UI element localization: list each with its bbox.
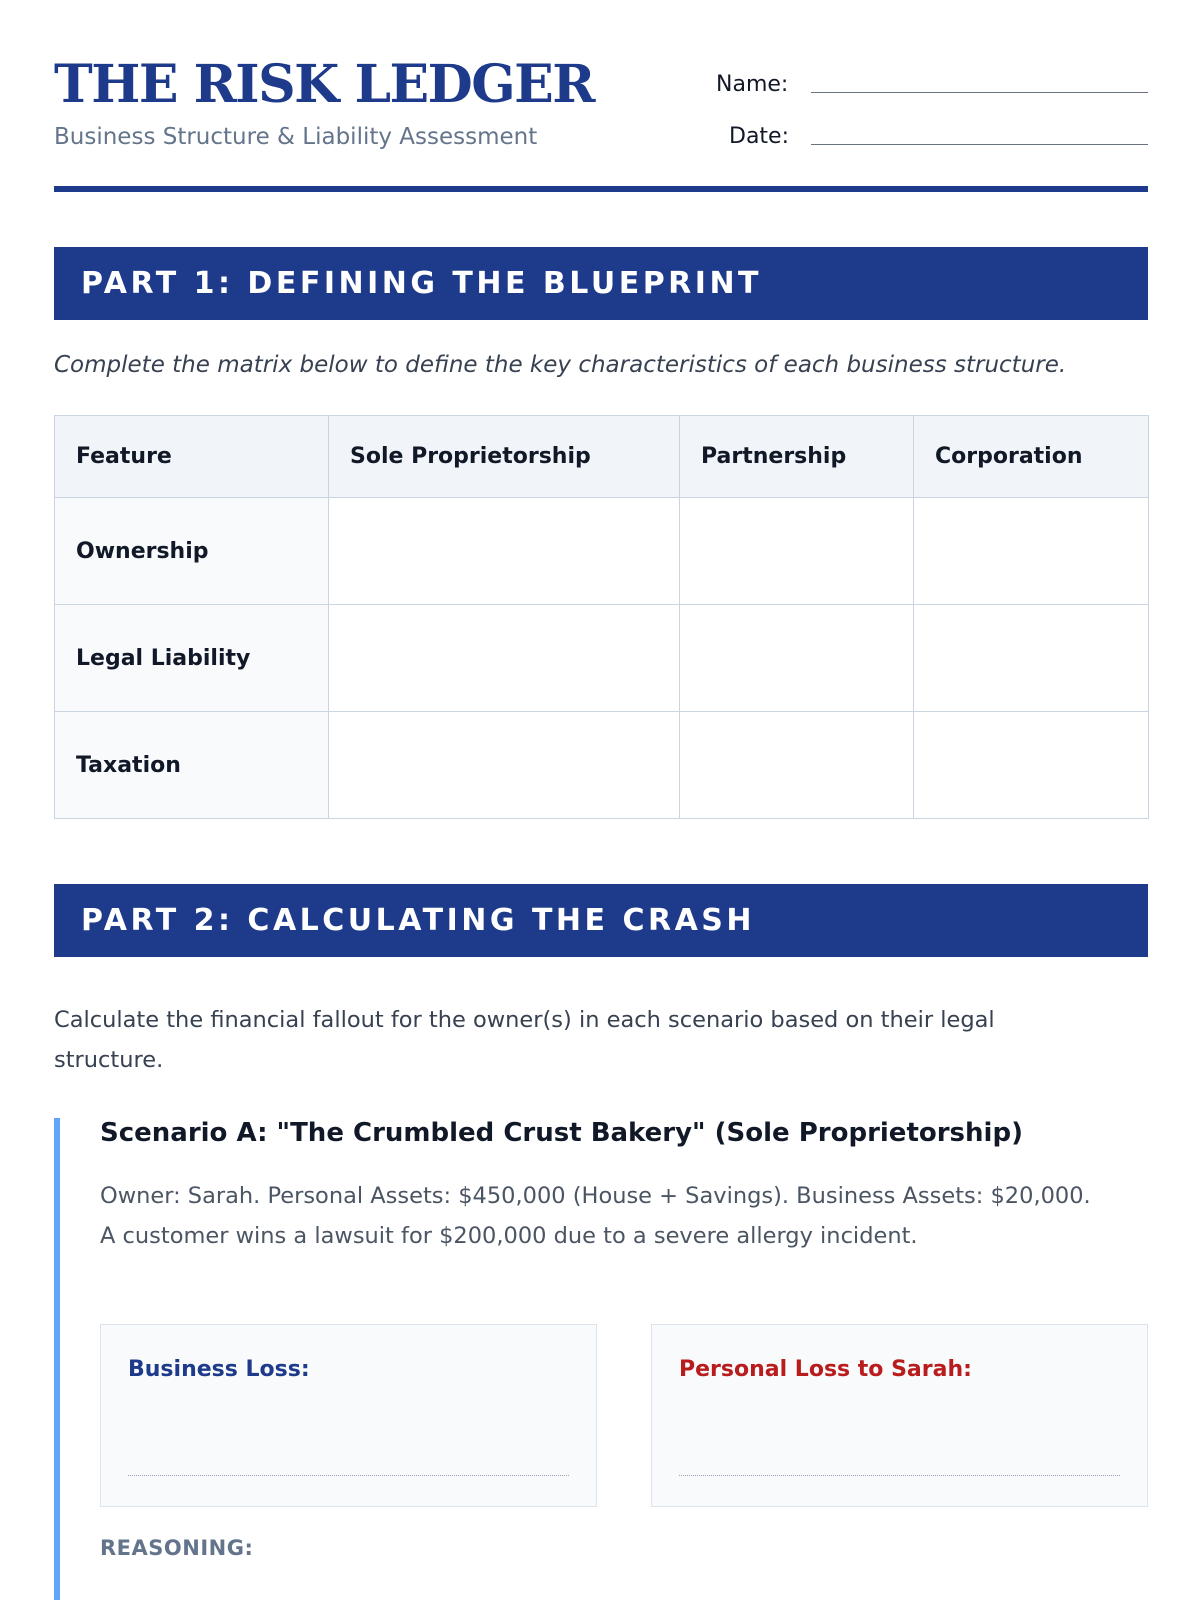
column-header-corporation: Corporation [914, 416, 1149, 498]
scenario-a-description [100, 1176, 1100, 1256]
reasoning-label: REASONING: [100, 1536, 254, 1560]
scenario-a-title: Scenario A: "The Crumbled Crust Bakery" (Sole Proprietorship) [100, 1118, 1023, 1148]
name-field[interactable] [811, 92, 1148, 93]
answer-cell[interactable] [329, 498, 680, 605]
header-divider [54, 186, 1148, 192]
answer-cell[interactable] [914, 498, 1149, 605]
structure-matrix [54, 415, 1149, 819]
business-loss-label: Business Loss: [128, 1357, 310, 1382]
business-loss-answer-line[interactable] [128, 1475, 569, 1476]
personal-loss-answer-line[interactable] [679, 1475, 1120, 1476]
personal-loss-box [651, 1324, 1148, 1507]
scenario-a [54, 1118, 1148, 1600]
column-header-feature: Feature [55, 416, 329, 498]
answer-cell[interactable] [914, 605, 1149, 712]
table-row [55, 605, 1149, 712]
page-title: THE RISK LEDGER [54, 54, 595, 115]
answer-cell[interactable] [680, 498, 914, 605]
part2-instructions: Calculate the financial fallout for the owner(s) in each scenario based on their legal structure. [54, 1007, 995, 1073]
answer-cell[interactable] [680, 605, 914, 712]
part1-heading: PART 1: DEFINING THE BLUEPRINT [81, 266, 763, 301]
personal-loss-label: Personal Loss to Sarah: [679, 1357, 972, 1382]
date-field[interactable] [811, 144, 1148, 145]
row-label-taxation: Taxation [55, 712, 329, 819]
business-loss-box [100, 1324, 597, 1507]
name-label: Name: [716, 72, 789, 97]
scenario-a-event: A customer wins a lawsuit for $200,000 due to a severe allergy incident. [100, 1223, 918, 1249]
scenario-a-details: Owner: Sarah. Personal Assets: $450,000 (House + Savings). Business Assets: $20,000. [100, 1183, 1091, 1209]
row-label-ownership: Ownership [55, 498, 329, 605]
part2-heading: PART 2: CALCULATING THE CRASH [81, 903, 756, 938]
part2-heading-bar [54, 884, 1148, 957]
part1-heading-bar [54, 247, 1148, 320]
header [54, 52, 1148, 192]
answer-cell[interactable] [329, 712, 680, 819]
table-row [55, 712, 1149, 819]
answer-cell[interactable] [680, 712, 914, 819]
column-header-partnership: Partnership [680, 416, 914, 498]
table-row [55, 498, 1149, 605]
part1-instructions: Complete the matrix below to define the key characteristics of each business structure. [54, 352, 1067, 378]
page-subtitle: Business Structure & Liability Assessment [54, 124, 538, 150]
answer-cell[interactable] [914, 712, 1149, 819]
matrix-header-row [55, 416, 1149, 498]
answer-cell[interactable] [329, 605, 680, 712]
date-label: Date: [729, 124, 789, 149]
row-label-legal-liability: Legal Liability [55, 605, 329, 712]
column-header-sole-proprietorship: Sole Proprietorship [329, 416, 680, 498]
